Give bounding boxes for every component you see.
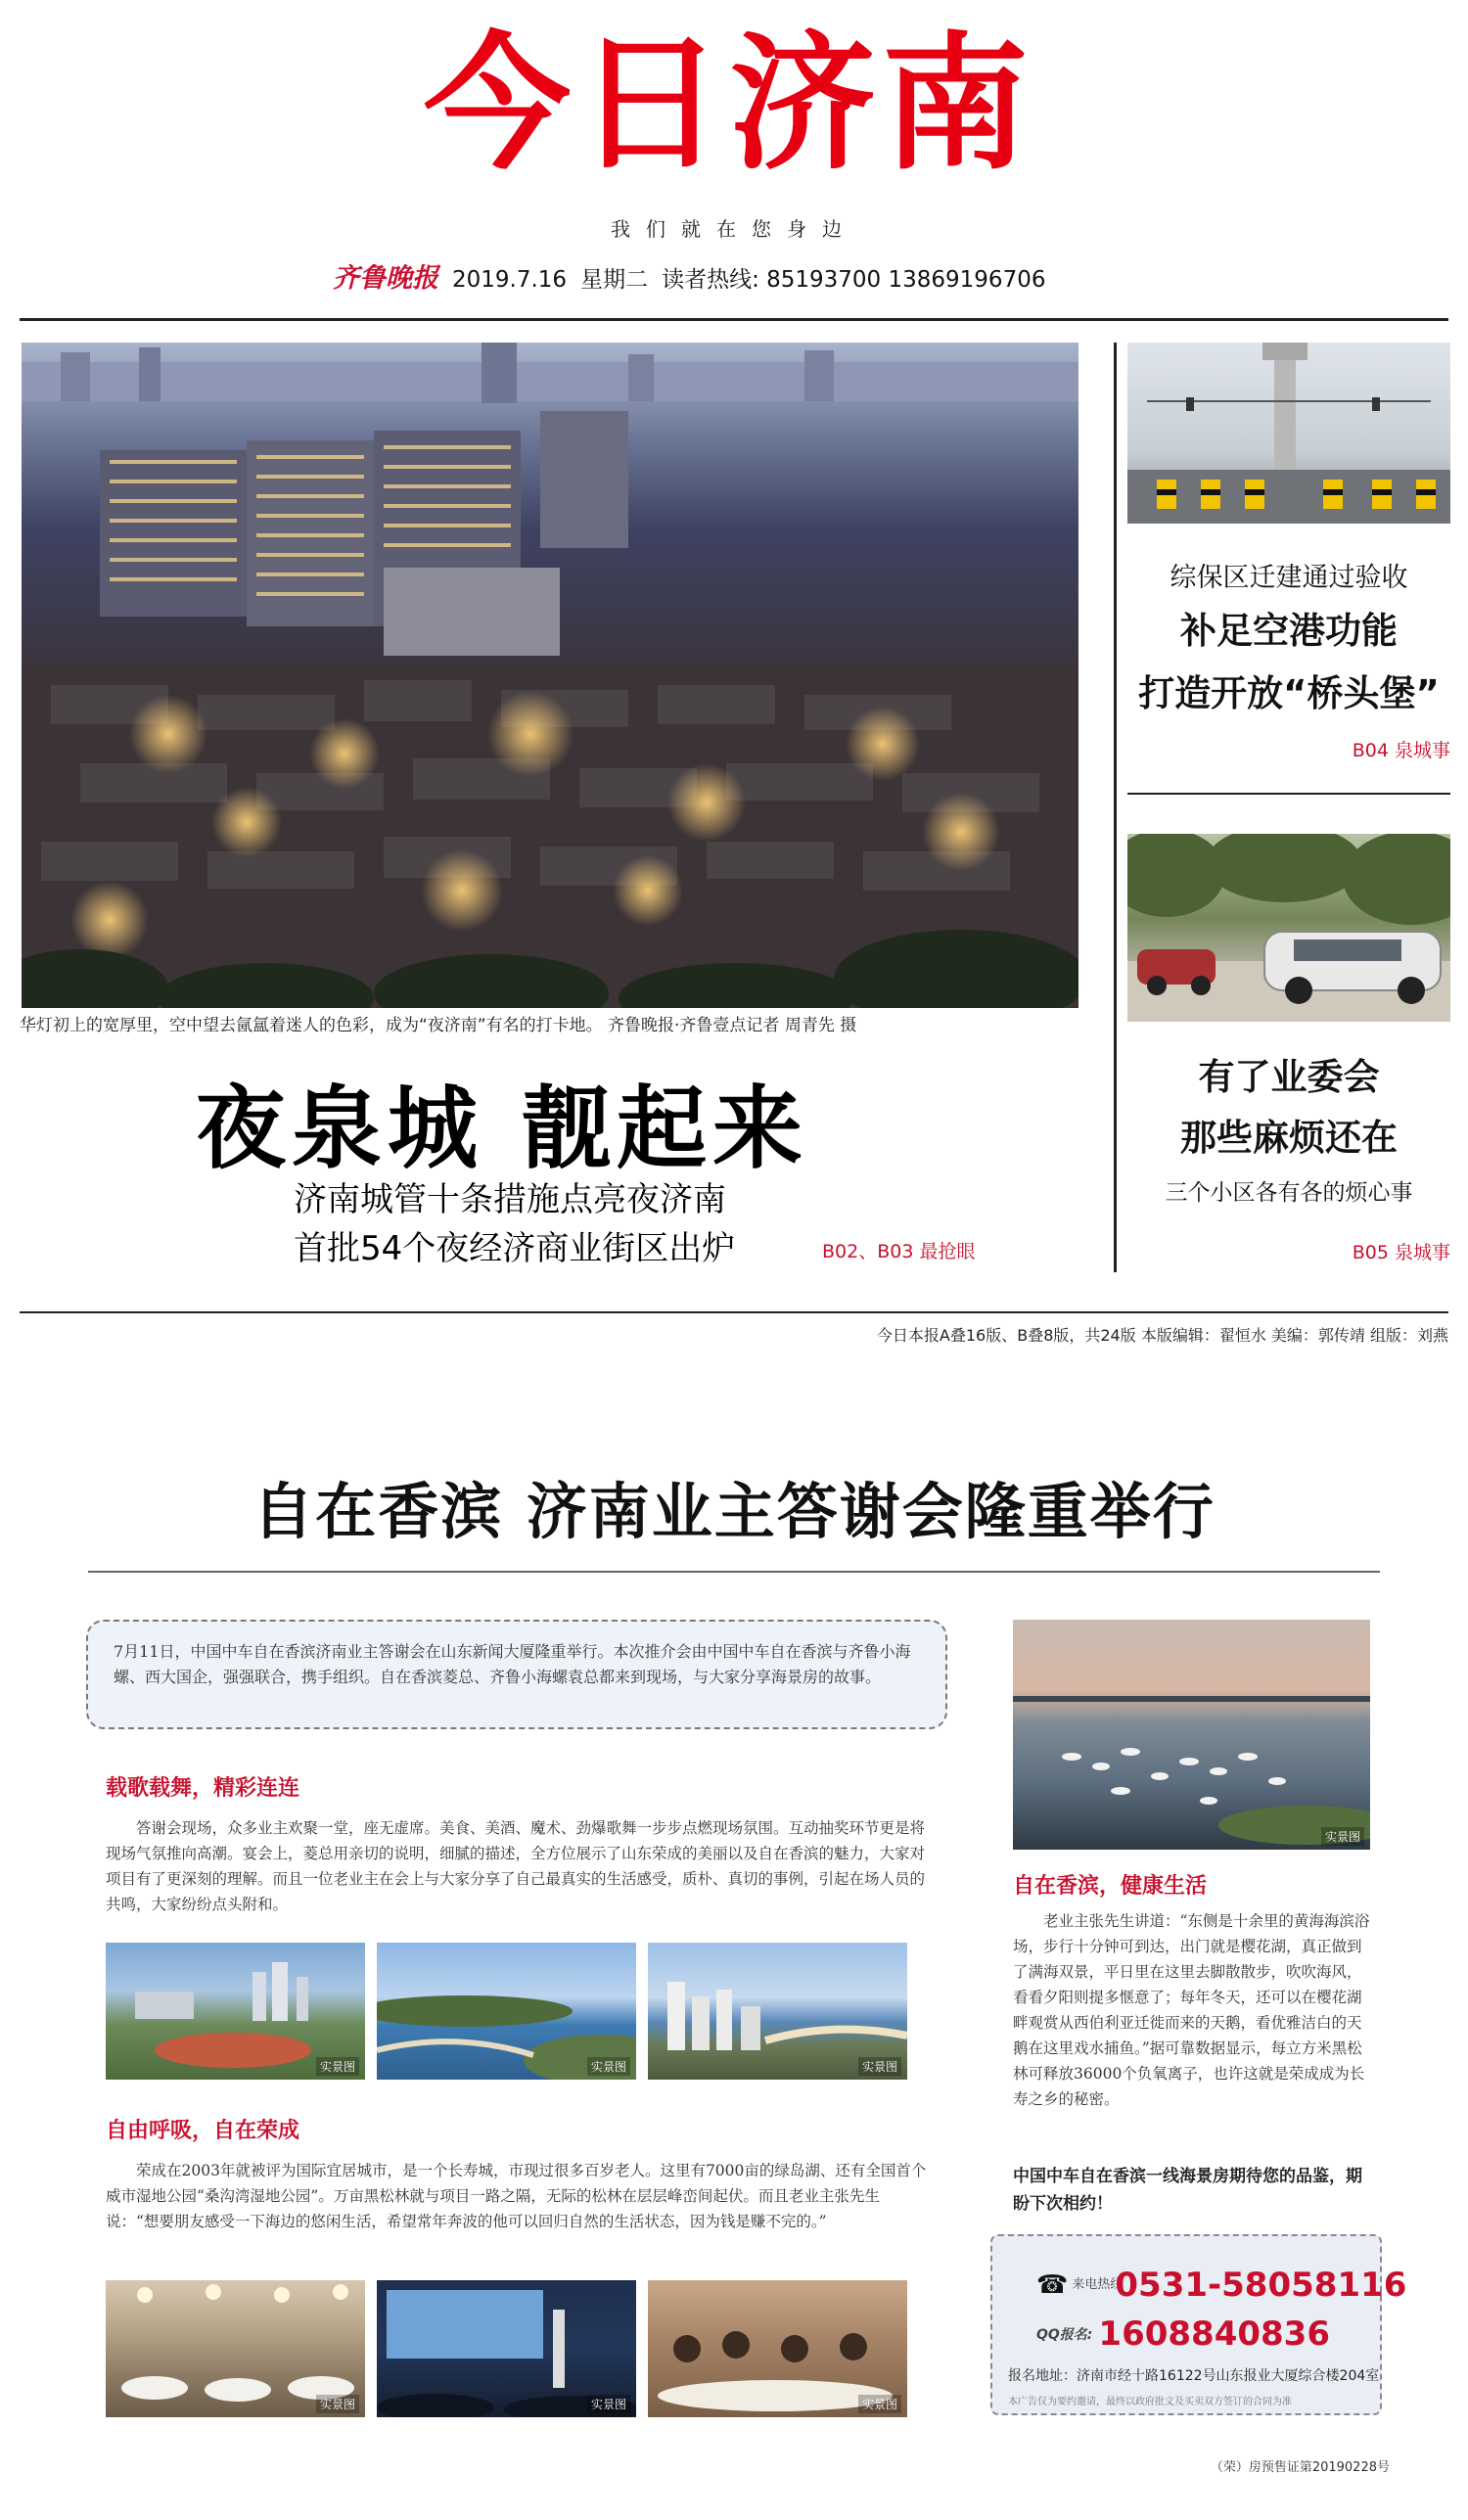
ad-title: 自在香滨 济南业主答谢会隆重举行 [252,1476,1216,1547]
night-city-illustration [22,343,1078,1008]
ad-intro-box: 7月11日，中国中车自在香滨济南业主答谢会在山东新闻大厦隆重举行。本次推介会由中国中车自在香滨与齐鲁小海螺、西大国企，强强联合，携手组织。自在香滨菱总、齐鲁小海螺袁总都来到现场，与大家分享海景房的故事。 [86,1620,947,1729]
ad-section-1-body: 答谢会现场，众多业主欢聚一堂，座无虚席。美食、美酒、魔术、劲爆歌舞一步步点燃现场氛围。互动抽奖环节更是将现场气氛推向高潮。宴会上，菱总用亲切的说明，细腻的描述，全方位展示了山东荣成的美丽以及自在香滨的魅力，大家对项目有了更深刻的理解。而且一位老业主在会上与大家分享了自己最真实的生活感受，质朴、真切的事例，引起在场人员的共鸣，大家纷纷点头附和。 [106,1819,926,1913]
ad-photo-city-park [106,1943,365,2080]
lead-headline: 夜泉城 靓起来 [196,1077,809,1181]
column-divider [1114,343,1117,1272]
lead-page-ref: B02、B03 最抢眼 [822,1241,976,1262]
side-story-2-page-ref: B05 泉城事 [1352,1242,1450,1263]
side-story-2-photo [1127,834,1450,1022]
ad-photo-coastline [377,1943,636,2080]
side-story-1-kicker: 综保区迁建通过验收 [1170,563,1408,593]
phone-label: 来电热线 [1072,2277,1124,2292]
parked-cars-illustration [1127,834,1450,1022]
photo-tag: 实景图 [587,2395,630,2413]
registration-address: 报名地址：济南市经十路16122号山东报业大厦综合楼204室 [1008,2368,1380,2384]
photo-tag: 实景图 [316,2057,359,2076]
phone-row [1036,2266,1406,2305]
ad-photo-banquet-hall [106,2280,365,2417]
side-story-1-page-ref: B04 泉城事 [1352,740,1450,761]
swan-lake-illustration [1013,1620,1370,1850]
qq-number[interactable]: 1608840836 [1098,2314,1330,2354]
paper-logo: 齐鲁晚报 [333,263,438,294]
phone-icon: ☎ [1036,2270,1069,2300]
ad-disclaimer: 本广告仅为要约邀请，最终以政府批文及买卖双方签订的合同为准 [1008,2397,1292,2407]
ad-photo-swan-lake [1013,1620,1370,1850]
traffic-scene-illustration [1127,343,1450,524]
mid-divider [20,1311,1448,1313]
photo-tag: 实景图 [316,2395,359,2413]
qq-label: QQ报名: [1036,2327,1093,2343]
side-story-2-title-line-1: 有了业委会 [1198,1056,1380,1098]
masthead-title: 今日济南 [423,20,1034,190]
ad-section-3-body: 老业主张先生讲道：“东侧是十余里的黄海海滨浴场，步行十分钟可到达，出门就是樱花湖，真正做到了满海双景，平日里在这里去脚散散步，吹吹海风，看看夕阳则提多惬意了；每年冬天，还可以在樱花湖畔观赏从西伯利亚迁徙而来的天鹅，看优雅洁白的天鹅在这里戏水捕鱼。”据可靠数据显示，每立方米黑松林可释放36000个负氧离子，也许这就是荣成成为长寿之乡的秘密。 [1013,1912,1370,2108]
ad-contact-box [990,2234,1407,2415]
phone-number[interactable]: 0531-58058116 [1115,2266,1407,2305]
masthead-info [333,256,1214,295]
photo-tag: 实景图 [858,2057,901,2076]
photo-tag: 实景图 [858,2395,901,2413]
issue-weekday: 星期二 [580,267,649,293]
side-story-1-photo [1127,343,1450,524]
side-divider [1127,793,1450,795]
edition-credits: 今日本报A叠16版、B叠8版，共24版 本版编辑：翟恒水 美编：郭传靖 组版：刘燕 [876,1326,1448,1345]
masthead [0,0,1468,294]
top-divider [20,318,1448,321]
lead-photo [22,343,1078,1008]
lead-subhead-1: 济南城管十条措施点亮夜济南 [294,1180,726,1219]
side-story-1-title-line-1: 补足空港功能 [1180,610,1398,652]
ad-section-3-heading: 自在香滨，健康生活 [1013,1874,1208,1899]
lead-photo-caption: 华灯初上的宽厚里，空中望去氤氲着迷人的色彩，成为“夜济南”有名的打卡地。 齐鲁晚报·齐鲁壹点记者 周青先 摄 [20,1016,857,1035]
ad-photo-beach-towers [648,1943,907,2080]
issue-date: 2019.7.16 [452,267,568,293]
presale-license: （荣）房预售证第20190228号 [1210,2460,1390,2475]
ad-call-to-action: 中国中车自在香滨一线海景房期待您的品鉴，期盼下次相约！ [1013,2167,1362,2214]
side-story-2-subtitle: 三个小区各有各的烦心事 [1165,1180,1413,1206]
side-story-2-title-line-2: 那些麻烦还在 [1180,1117,1398,1159]
masthead-slogan: 我们就在您身边 [611,217,857,241]
side-story-1-title-line-2: 打造开放“桥头堡” [1138,672,1440,714]
lead-subhead-2: 首批54个夜经济商业街区出炉 [294,1229,736,1268]
photo-tag: 实景图 [1321,1827,1364,1846]
ad-photo-dinner-guests [648,2280,907,2417]
photo-tag: 实景图 [587,2057,630,2076]
ad-section-2-body: 荣成在2003年就被评为国际宜居城市，是一个长寿城，市现过很多百岁老人。这里有7000亩的绿岛湖、还有全国首个威市湿地公园“桑沟湾湿地公园”。万亩黑松林就与项目一路之隔，无际的松林在层层峰峦间起伏。而且老业主张先生说：“想要朋友感受一下海边的悠闲生活，希望常年奔波的他可以回归自然的生活状态，因为钱是赚不完的。” [106,2162,927,2230]
ad-photo-presentation [377,2280,636,2417]
ad-title-divider [88,1571,1380,1573]
reader-hotline: 读者热线: 85193700 13869196706 [662,267,1046,293]
ad-section-1-heading: 载歌载舞，精彩连连 [106,1776,300,1801]
ad-section-2-heading: 自由呼吸，自在荣成 [106,2119,300,2143]
qq-row [1036,2314,1330,2354]
